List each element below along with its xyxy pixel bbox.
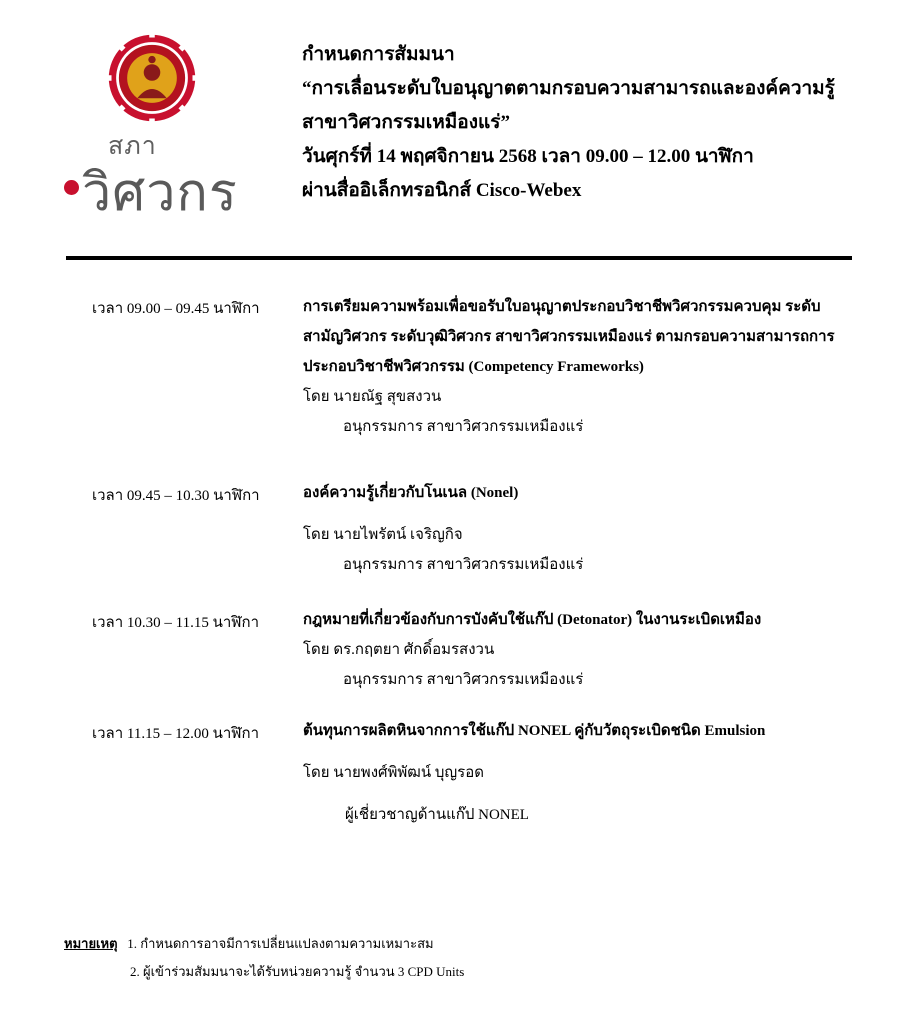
session-title-line: สามัญวิศวกร ระดับวุฒิวิศวกร สาขาวิศวกรรมเหมืองแร่ ตามกรอบความสามารถการ — [303, 329, 835, 345]
brand-small-text: สภา — [108, 131, 157, 160]
session-title-line: ประกอบวิชาชีพวิศวกรรม (Competency Frameworks) — [303, 359, 644, 375]
session-time: เวลา 09.45 – 10.30 นาฬิกา — [92, 488, 260, 504]
session-speaker-role: ผู้เชี่ยวชาญด้านแก๊ป NONEL — [345, 807, 529, 823]
session-speaker-role: อนุกรรมการ สาขาวิศวกรรมเหมืองแร่ — [343, 672, 584, 688]
header-line-1: กำหนดการสัมมนา — [302, 44, 455, 65]
header-line-4: วันศุกร์ที่ 14 พฤศจิกายน 2568 เวลา 09.00 – 12.00 นาฬิกา — [302, 146, 754, 167]
session-speaker: โดย ดร.กฤตยา ศักดิ์อมรสงวน — [303, 642, 495, 658]
session-speaker: โดย นายพงศ์พิพัฒน์ บุญรอด — [303, 765, 484, 781]
session-title-line: กฎหมายที่เกี่ยวข้องกับการบังคับใช้แก๊ป (Detonator) ในงานระเบิดเหมือง — [303, 612, 762, 628]
council-logo — [60, 28, 275, 223]
header-line-5: ผ่านสื่ออิเล็กทรอนิกส์ Cisco-Webex — [302, 180, 582, 201]
session-time: เวลา 09.00 – 09.45 นาฬิกา — [92, 301, 260, 317]
brand-dot-icon — [64, 180, 79, 195]
session-title-line: องค์ความรู้เกี่ยวกับโนเนล (Nonel) — [303, 485, 519, 501]
notes-label: หมายเหตุ — [64, 936, 118, 951]
header-line-3: สาขาวิศวกรรมเหมืองแร่” — [302, 112, 510, 133]
session-speaker: โดย นายณัฐ สุขสงวน — [303, 389, 442, 405]
header-divider — [66, 256, 852, 260]
session-speaker-role: อนุกรรมการ สาขาวิศวกรรมเหมืองแร่ — [343, 557, 584, 573]
header-line-2: “การเลื่อนระดับใบอนุญาตตามกรอบความสามารถและองค์ความรู้ — [302, 78, 835, 99]
seminar-header — [302, 38, 892, 208]
session-title-line: การเตรียมความพร้อมเพื่อขอรับใบอนุญาตประกอบวิชาชีพวิศวกรรมควบคุม ระดับ — [303, 299, 821, 315]
notes — [64, 930, 464, 986]
brand-big-text: วิศวกร — [82, 163, 238, 223]
note-item: 1. กำหนดการอาจมีการเปลี่ยนแปลงตามความเหมาะสม — [127, 936, 434, 951]
council-seal-icon — [106, 32, 198, 124]
note-item: 2. ผู้เข้าร่วมสัมมนาจะได้รับหน่วยความรู้ จำนวน 3 CPD Units — [130, 964, 465, 979]
session-title-line: ต้นทุนการผลิตหินจากการใช้แก๊ป NONEL คู่กับวัตถุระเบิดชนิด Emulsion — [303, 723, 766, 739]
session-speaker-role: อนุกรรมการ สาขาวิศวกรรมเหมืองแร่ — [343, 419, 584, 435]
session-time: เวลา 10.30 – 11.15 นาฬิกา — [92, 615, 260, 631]
session-time: เวลา 11.15 – 12.00 นาฬิกา — [92, 726, 260, 742]
session-speaker: โดย นายไพรัตน์ เจริญกิจ — [303, 527, 463, 543]
